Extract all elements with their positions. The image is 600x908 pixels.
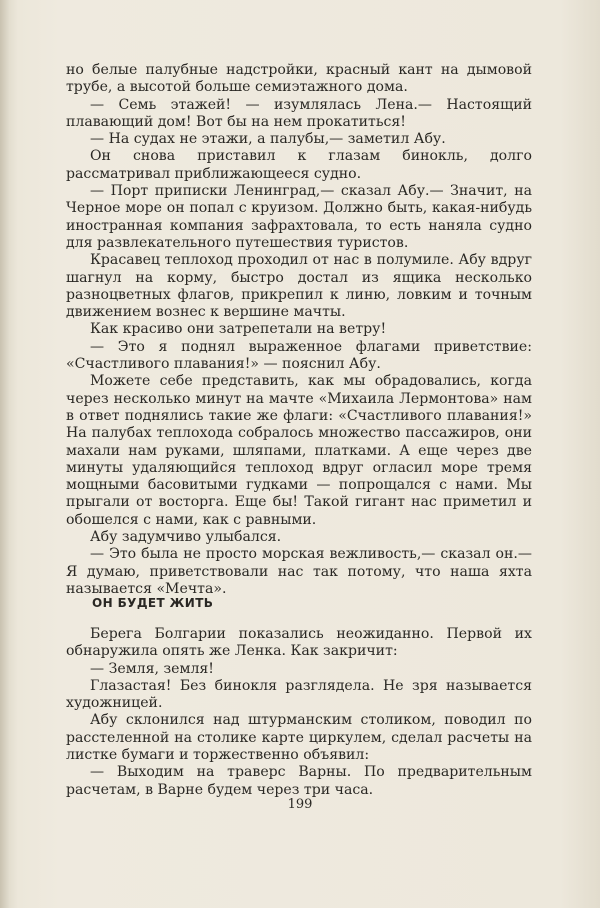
paragraph: — На судах не этажи, а палубы,— заметил Абу. (90, 131, 446, 148)
paragraph: но белые палубные надстройки, красный кант на дымовой трубе, а высотой больше семиэтажного дома. (66, 62, 532, 96)
paragraph: — Земля, земля! (90, 660, 214, 677)
paragraph: — Это была не просто морская вежливость,— сказал он.— Я думаю, приветствовали нас так потому, что наша яхта называется «Мечта». (66, 546, 532, 597)
paragraph: Абу склонился над штурманским столиком, поводил по расстеленной на столике карте циркулем, сделал расчеты на листке бумаги и торжественно объявил: (66, 712, 532, 764)
paragraph: — Семь этажей! — изумлялась Лена.— Настоящий плавающий дом! Вот бы на нем прокатиться! (66, 96, 532, 130)
page-number: 199 (287, 797, 313, 812)
paragraph: Как красиво они затрепетали на ветру! (90, 321, 387, 338)
body-text-block-2 (66, 626, 532, 799)
paragraph: Глазастая! Без бинокля разглядела. Не зря называется художницей. (66, 677, 532, 712)
paragraph: Берега Болгарии показались неожиданно. Первой их обнаружила опять же Ленка. Как закричит: (66, 626, 532, 660)
body-text-block-1 (66, 62, 532, 598)
page-spine-shadow (0, 0, 10, 908)
paragraph: — Это я поднял выраженное флагами приветствие: «Счастливого плавания!» — пояснил Абу. (66, 338, 532, 373)
paragraph: Можете себе представить, как мы обрадовались, когда через несколько минут на мачте «Михаила Лермонтова» нам в ответ поднялись такие же флаги: «Счастливого плавания!» На палубах теплохода собралось множество пассажиров, они махали нам руками, шляпами, платками. А еще через две минуты удаляющийся теплоход вдруг огласил море тремя мощными басовитыми гудками — попрощался с нами. Мы прыгали от восторга. Еще бы! Такой гигант нас приметил и обошелся с нами, как с равными. (66, 373, 532, 528)
paragraph: Красавец теплоход проходил от нас в полумиле. Абу вдруг шагнул на корму, быстро достал из ящика несколько разноцветных флагов, прикрепил к линю, ловким и точным движением вознес к вершине мачты. (66, 252, 532, 321)
paragraph: Он снова приставил к глазам бинокль, долго рассматривал приближающееся судно. (66, 148, 532, 182)
chapter-heading: ОН БУДЕТ ЖИТЬ (92, 596, 214, 610)
paragraph: — Порт приписки Ленинград,— сказал Абу.— Значит, на Черное море он попал с круизом. Должно быть, какая-нибудь иностранная компания зафрахтовала, то есть наняла судно для развлекательного путешествия туристов. (66, 183, 532, 251)
paragraph: Абу задумчиво улыбался. (90, 529, 282, 546)
paragraph: — Выходим на траверс Варны. По предварительным расчетам, в Варне будем через три часа. (66, 764, 532, 798)
